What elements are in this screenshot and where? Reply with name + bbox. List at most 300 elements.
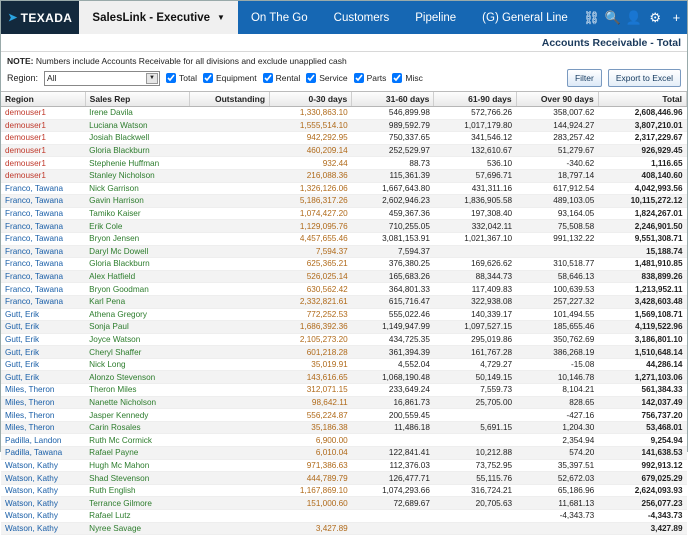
cell-over-90-days: 283,257.42 [516, 132, 598, 145]
table-row[interactable] [1, 295, 687, 308]
cell-over-90-days: 11,681.13 [516, 497, 598, 510]
menu-on-the-go-label: On The Go [250, 11, 308, 24]
cell-total: 44,286.14 [598, 358, 686, 371]
cell-0-30-days: 1,074,427.20 [270, 207, 352, 220]
menu-general-line[interactable] [469, 1, 581, 34]
cell-0-30-days: 556,224.87 [270, 409, 352, 422]
cell-total: 1,116.65 [598, 157, 686, 170]
table-row[interactable] [1, 207, 687, 220]
checkbox-equipment[interactable] [203, 73, 257, 83]
cell-total: 3,428,603.48 [598, 295, 686, 308]
checkbox-parts[interactable] [354, 73, 387, 83]
cell-total: 1,213,952.11 [598, 283, 686, 296]
cell-0-30-days: 4,457,655.46 [270, 232, 352, 245]
cell-over-90-days: 358,007.62 [516, 107, 598, 120]
menu-customers[interactable] [321, 1, 403, 34]
cell-31-60-days: 4,552.04 [352, 358, 434, 371]
cell-outstanding [189, 258, 269, 271]
table-row[interactable] [1, 245, 687, 258]
cell-sales-rep: Luciana Watson [85, 119, 189, 132]
col-total[interactable]: Total [598, 92, 686, 107]
cell-sales-rep: Josiah Blackwell [85, 132, 189, 145]
checkbox-rental[interactable] [263, 73, 301, 83]
cell-total: 2,608,446.96 [598, 107, 686, 120]
cell-0-30-days: 6,010.04 [270, 447, 352, 460]
filter-bar [1, 68, 687, 91]
cell-61-90-days: 4,729.27 [434, 358, 516, 371]
cell-region: Franco, Tawana [1, 182, 85, 195]
cell-31-60-days: 72,689.67 [352, 497, 434, 510]
cell-sales-rep: Bryon Jensen [85, 232, 189, 245]
cell-sales-rep: Karl Pena [85, 295, 189, 308]
region-select-value: All [47, 73, 57, 83]
cell-total: 2,624,093.93 [598, 484, 686, 497]
cell-outstanding [189, 220, 269, 233]
cell-over-90-days: 257,227.32 [516, 295, 598, 308]
cell-31-60-days: 710,255.05 [352, 220, 434, 233]
cell-over-90-days: 101,494.55 [516, 308, 598, 321]
col-region[interactable]: Region [1, 92, 85, 107]
cell-outstanding [189, 107, 269, 120]
gear-icon[interactable]: ⚙ [649, 9, 661, 25]
cell-total: 1,510,648.14 [598, 346, 686, 359]
cell-0-30-days: 312,071.15 [270, 384, 352, 397]
cell-0-30-days: 35,186.38 [270, 421, 352, 434]
cell-61-90-days: 341,546.12 [434, 132, 516, 145]
cell-total: 756,737.20 [598, 409, 686, 422]
cell-61-90-days [434, 434, 516, 447]
cell-over-90-days: 185,655.46 [516, 321, 598, 334]
cell-total: 10,115,272.12 [598, 195, 686, 208]
cell-61-90-days: 1,021,367.10 [434, 232, 516, 245]
cell-total: 53,468.01 [598, 421, 686, 434]
cell-outstanding [189, 459, 269, 472]
user-icon[interactable]: 👤 [625, 9, 642, 25]
cell-sales-rep: Gloria Blackburn [85, 144, 189, 157]
table-row[interactable] [1, 484, 687, 497]
cell-region: demouser1 [1, 132, 85, 145]
checkbox-misc[interactable] [392, 73, 422, 83]
cell-outstanding [189, 169, 269, 182]
table-header-row [1, 92, 687, 107]
cell-outstanding [189, 409, 269, 422]
cell-total: 256,077.23 [598, 497, 686, 510]
cell-over-90-days: 574.20 [516, 447, 598, 460]
cell-61-90-days: 55,115.76 [434, 472, 516, 485]
cell-over-90-days: 51,279.67 [516, 144, 598, 157]
cell-sales-rep: Athena Gregory [85, 308, 189, 321]
cell-61-90-days: 295,019.86 [434, 333, 516, 346]
menu-saleslink-executive-label: SalesLink - Executive [92, 11, 211, 24]
table-row[interactable] [1, 119, 687, 132]
cell-0-30-days: 2,105,273.20 [270, 333, 352, 346]
cell-outstanding [189, 195, 269, 208]
cell-61-90-days [434, 510, 516, 523]
cell-over-90-days: 93,164.05 [516, 207, 598, 220]
cell-region: Gutt, Erik [1, 321, 85, 334]
cell-over-90-days: -340.62 [516, 157, 598, 170]
cell-61-90-days: 10,212.88 [434, 447, 516, 460]
cell-31-60-days: 361,394.39 [352, 346, 434, 359]
cell-region: Franco, Tawana [1, 258, 85, 271]
cell-outstanding [189, 232, 269, 245]
cell-31-60-days: 7,594.37 [352, 245, 434, 258]
menu-on-the-go[interactable] [238, 1, 321, 34]
table-row[interactable] [1, 220, 687, 233]
cell-over-90-days: 2,354.94 [516, 434, 598, 447]
cell-sales-rep: Nick Long [85, 358, 189, 371]
col-sales-rep[interactable]: Sales Rep [85, 92, 189, 107]
menu-customers-label: Customers [333, 11, 390, 24]
cell-region: Padilla, Tawana [1, 447, 85, 460]
cell-outstanding [189, 245, 269, 258]
cell-total: 561,384.33 [598, 384, 686, 397]
table-row[interactable] [1, 333, 687, 346]
col-61-90-days[interactable]: 61-90 days [434, 92, 516, 107]
cell-region: Watson, Kathy [1, 459, 85, 472]
cell-outstanding [189, 346, 269, 359]
table-row[interactable] [1, 258, 687, 271]
cell-31-60-days: 252,529.97 [352, 144, 434, 157]
checkbox-service-input[interactable] [306, 73, 316, 83]
cell-0-30-days: 151,000.60 [270, 497, 352, 510]
table-row[interactable] [1, 421, 687, 434]
cell-region: Watson, Kathy [1, 522, 85, 535]
cell-61-90-days: 20,705.63 [434, 497, 516, 510]
cell-61-90-days: 1,017,179.80 [434, 119, 516, 132]
chevron-down-icon[interactable]: ▼ [146, 73, 158, 84]
cell-region: Franco, Tawana [1, 245, 85, 258]
checkbox-misc-label: Misc [405, 73, 423, 83]
cell-over-90-days: 100,639.53 [516, 283, 598, 296]
table-row[interactable] [1, 321, 687, 334]
cell-0-30-days: 6,900.00 [270, 434, 352, 447]
cell-sales-rep: Stephenie Huffman [85, 157, 189, 170]
cell-total: 1,824,267.01 [598, 207, 686, 220]
cell-31-60-days: 115,361.39 [352, 169, 434, 182]
accounts-receivable-table [1, 92, 687, 535]
cell-31-60-days: 546,899.98 [352, 107, 434, 120]
cell-region: Gutt, Erik [1, 308, 85, 321]
cell-total: 679,025.29 [598, 472, 686, 485]
cell-outstanding [189, 283, 269, 296]
checkbox-service[interactable] [306, 73, 347, 83]
cell-sales-rep: Gloria Blackburn [85, 258, 189, 271]
cell-61-90-days: 322,938.08 [434, 295, 516, 308]
table-row[interactable] [1, 409, 687, 422]
checkbox-equipment-input[interactable] [203, 73, 213, 83]
table-row[interactable] [1, 182, 687, 195]
cell-61-90-days: 57,696.71 [434, 169, 516, 182]
cell-outstanding [189, 522, 269, 535]
table-row[interactable] [1, 132, 687, 145]
table-row[interactable] [1, 157, 687, 170]
cell-31-60-days: 165,683.26 [352, 270, 434, 283]
cell-over-90-days: -427.16 [516, 409, 598, 422]
cell-sales-rep: Shad Stevenson [85, 472, 189, 485]
cell-region: Miles, Theron [1, 409, 85, 422]
cell-total: 992,913.12 [598, 459, 686, 472]
table-row[interactable] [1, 144, 687, 157]
cell-0-30-days: 942,292.95 [270, 132, 352, 145]
cell-sales-rep: Bryon Goodman [85, 283, 189, 296]
cell-over-90-days: 35,397.51 [516, 459, 598, 472]
cell-outstanding [189, 132, 269, 145]
plus-icon[interactable]: + [672, 10, 681, 25]
checkbox-rental-input[interactable] [263, 73, 273, 83]
cell-region: Miles, Theron [1, 384, 85, 397]
cell-0-30-days: 971,386.63 [270, 459, 352, 472]
cell-region: Franco, Tawana [1, 220, 85, 233]
cell-61-90-days: 50,149.15 [434, 371, 516, 384]
cell-61-90-days: 1,836,905.58 [434, 195, 516, 208]
table-row[interactable] [1, 270, 687, 283]
table-row[interactable] [1, 459, 687, 472]
cell-0-30-days: 1,167,869.10 [270, 484, 352, 497]
table-row[interactable] [1, 510, 687, 523]
table-row[interactable] [1, 434, 687, 447]
cell-31-60-days: 16,861.73 [352, 396, 434, 409]
cell-0-30-days: 460,209.14 [270, 144, 352, 157]
table-row[interactable] [1, 396, 687, 409]
cell-sales-rep: Rafael Payne [85, 447, 189, 460]
table-row[interactable] [1, 371, 687, 384]
cell-outstanding [189, 144, 269, 157]
cell-0-30-days: 932.44 [270, 157, 352, 170]
note-body: Numbers include Accounts Receivable for all divisions and exclude unapplied cash [33, 56, 347, 66]
cell-sales-rep: Nyree Savage [85, 522, 189, 535]
cell-61-90-days: 536.10 [434, 157, 516, 170]
cell-0-30-days: 98,642.11 [270, 396, 352, 409]
table-row[interactable] [1, 107, 687, 120]
cell-total: 9,254.94 [598, 434, 686, 447]
cell-outstanding [189, 295, 269, 308]
cell-sales-rep: Ruth Mc Cormick [85, 434, 189, 447]
cell-region: Watson, Kathy [1, 484, 85, 497]
cell-0-30-days: 35,019.91 [270, 358, 352, 371]
cell-31-60-days: 434,725.35 [352, 333, 434, 346]
cell-0-30-days: 772,252.53 [270, 308, 352, 321]
table-row[interactable] [1, 169, 687, 182]
menu-pipeline[interactable] [402, 1, 469, 34]
checkbox-misc-input[interactable] [392, 73, 402, 83]
col-0-30-days[interactable]: 0-30 days [270, 92, 352, 107]
cell-total: -4,343.73 [598, 510, 686, 523]
cell-outstanding [189, 308, 269, 321]
checkbox-total-label: Total [179, 73, 197, 83]
cell-31-60-days [352, 510, 434, 523]
table-row[interactable] [1, 283, 687, 296]
cell-outstanding [189, 497, 269, 510]
table-body [1, 107, 687, 535]
cell-total: 2,317,229.67 [598, 132, 686, 145]
filter-button[interactable]: Filter [567, 69, 602, 87]
cell-31-60-days: 11,486.18 [352, 421, 434, 434]
cell-31-60-days: 376,380.25 [352, 258, 434, 271]
cell-sales-rep: Alonzo Stevenson [85, 371, 189, 384]
cell-0-30-days: 7,594.37 [270, 245, 352, 258]
cell-outstanding [189, 333, 269, 346]
checkbox-total[interactable] [166, 73, 197, 83]
page-title: Accounts Receivable - Total [541, 36, 681, 49]
export-to-excel-button[interactable]: Export to Excel [608, 69, 681, 87]
col-31-60-days[interactable]: 31-60 days [352, 92, 434, 107]
table-row[interactable] [1, 497, 687, 510]
cell-region: demouser1 [1, 119, 85, 132]
cell-total: 408,140.60 [598, 169, 686, 182]
cell-61-90-days: 117,409.83 [434, 283, 516, 296]
search-icon[interactable]: 🔍 [604, 9, 621, 25]
cell-sales-rep: Daryl Mc Dowell [85, 245, 189, 258]
cell-total: 3,427.89 [598, 522, 686, 535]
top-navigation-bar [1, 1, 687, 34]
cell-over-90-days: 828.65 [516, 396, 598, 409]
cell-0-30-days: 1,555,514.10 [270, 119, 352, 132]
cell-region: Miles, Theron [1, 396, 85, 409]
cell-outstanding [189, 321, 269, 334]
cell-31-60-days: 233,649.24 [352, 384, 434, 397]
cell-over-90-days: 52,672.03 [516, 472, 598, 485]
col-over-90-days[interactable]: Over 90 days [516, 92, 598, 107]
cell-31-60-days [352, 434, 434, 447]
cell-61-90-days: 7,559.73 [434, 384, 516, 397]
cell-outstanding [189, 207, 269, 220]
cell-0-30-days: 444,789.79 [270, 472, 352, 485]
cell-total: 926,929.45 [598, 144, 686, 157]
cell-region: Miles, Theron [1, 421, 85, 434]
cell-sales-rep: Gavin Harrison [85, 195, 189, 208]
table-row[interactable] [1, 472, 687, 485]
cell-61-90-days: 332,042.11 [434, 220, 516, 233]
cell-sales-rep: Cheryl Shaffer [85, 346, 189, 359]
cell-sales-rep: Nanette Nicholson [85, 396, 189, 409]
cell-61-90-days [434, 245, 516, 258]
cell-outstanding [189, 182, 269, 195]
texada-logo[interactable] [1, 1, 79, 34]
checkbox-parts-input[interactable] [354, 73, 364, 83]
cell-over-90-days: 144,924.27 [516, 119, 598, 132]
cell-sales-rep: Hugh Mc Mahon [85, 459, 189, 472]
cell-total: 15,188.74 [598, 245, 686, 258]
cell-total: 3,186,801.10 [598, 333, 686, 346]
checkbox-total-input[interactable] [166, 73, 176, 83]
cell-total: 3,807,210.01 [598, 119, 686, 132]
cell-region: Gutt, Erik [1, 333, 85, 346]
cell-61-90-days: 5,691.15 [434, 421, 516, 434]
cell-31-60-days: 112,376.03 [352, 459, 434, 472]
table-row[interactable] [1, 308, 687, 321]
table-row[interactable] [1, 346, 687, 359]
cell-total: 1,271,103.06 [598, 371, 686, 384]
cell-sales-rep: Stanley Nicholson [85, 169, 189, 182]
table-row[interactable] [1, 195, 687, 208]
cell-0-30-days: 1,129,095.76 [270, 220, 352, 233]
cell-total: 4,119,522.96 [598, 321, 686, 334]
logo-text: TEXADA [20, 10, 73, 25]
cell-31-60-days: 615,716.47 [352, 295, 434, 308]
cell-over-90-days: 8,104.21 [516, 384, 598, 397]
cell-31-60-days: 1,149,947.99 [352, 321, 434, 334]
cell-31-60-days: 1,074,293.66 [352, 484, 434, 497]
checkbox-parts-label: Parts [366, 73, 387, 83]
table-row[interactable] [1, 447, 687, 460]
cell-over-90-days: -15.08 [516, 358, 598, 371]
cell-61-90-days [434, 409, 516, 422]
cell-region: Franco, Tawana [1, 283, 85, 296]
cell-61-90-days: 73,752.95 [434, 459, 516, 472]
cell-0-30-days: 5,186,317.26 [270, 195, 352, 208]
cell-total: 9,551,308.71 [598, 232, 686, 245]
cell-over-90-days: 1,204.30 [516, 421, 598, 434]
cell-31-60-days: 122,841.41 [352, 447, 434, 460]
cell-31-60-days: 364,801.33 [352, 283, 434, 296]
cell-31-60-days: 750,337.65 [352, 132, 434, 145]
cell-31-60-days: 126,477.71 [352, 472, 434, 485]
cell-over-90-days: 310,518.77 [516, 258, 598, 271]
cell-61-90-days: 1,097,527.15 [434, 321, 516, 334]
menu-saleslink-executive[interactable] [79, 1, 238, 34]
cell-over-90-days: 386,268.19 [516, 346, 598, 359]
cell-region: demouser1 [1, 169, 85, 182]
cell-total: 838,899.26 [598, 270, 686, 283]
cell-region: demouser1 [1, 107, 85, 120]
accounts-receivable-table-container[interactable] [1, 91, 687, 535]
cell-region: demouser1 [1, 157, 85, 170]
cell-region: Gutt, Erik [1, 371, 85, 384]
region-select[interactable] [44, 71, 160, 86]
cell-sales-rep: Joyce Watson [85, 333, 189, 346]
cell-sales-rep: Terrance Gilmore [85, 497, 189, 510]
cell-31-60-days: 459,367.36 [352, 207, 434, 220]
cell-0-30-days: 1,330,863.10 [270, 107, 352, 120]
link-icon[interactable]: ⛓ [583, 9, 600, 25]
col-outstanding[interactable]: Outstanding [189, 92, 269, 107]
cell-total: 141,638.53 [598, 447, 686, 460]
cell-sales-rep: Theron Miles [85, 384, 189, 397]
cell-outstanding [189, 510, 269, 523]
cell-sales-rep: Jasper Kennedy [85, 409, 189, 422]
cell-over-90-days: 489,103.05 [516, 195, 598, 208]
cell-31-60-days [352, 522, 434, 535]
table-row[interactable] [1, 384, 687, 397]
cell-over-90-days: 18,797.14 [516, 169, 598, 182]
cell-over-90-days: 991,132.22 [516, 232, 598, 245]
cell-region: Franco, Tawana [1, 270, 85, 283]
cell-outstanding [189, 447, 269, 460]
cell-total: 142,037.49 [598, 396, 686, 409]
cell-over-90-days: 350,762.69 [516, 333, 598, 346]
cell-over-90-days [516, 522, 598, 535]
cell-0-30-days: 143,616.65 [270, 371, 352, 384]
cell-total: 1,569,108.71 [598, 308, 686, 321]
cell-61-90-days: 572,766.26 [434, 107, 516, 120]
table-row[interactable] [1, 358, 687, 371]
cell-0-30-days: 1,686,392.36 [270, 321, 352, 334]
table-row[interactable] [1, 232, 687, 245]
cell-outstanding [189, 358, 269, 371]
cell-sales-rep: Rafael Lutz [85, 510, 189, 523]
cell-61-90-days: 197,308.40 [434, 207, 516, 220]
cell-outstanding [189, 371, 269, 384]
table-row[interactable] [1, 522, 687, 535]
cell-0-30-days: 1,326,126.06 [270, 182, 352, 195]
cell-sales-rep: Erik Cole [85, 220, 189, 233]
checkbox-equipment-label: Equipment [216, 73, 257, 83]
page-subheader [1, 34, 687, 52]
cell-over-90-days: 65,186.96 [516, 484, 598, 497]
cell-0-30-days: 601,218.28 [270, 346, 352, 359]
cell-61-90-days: 25,705.00 [434, 396, 516, 409]
